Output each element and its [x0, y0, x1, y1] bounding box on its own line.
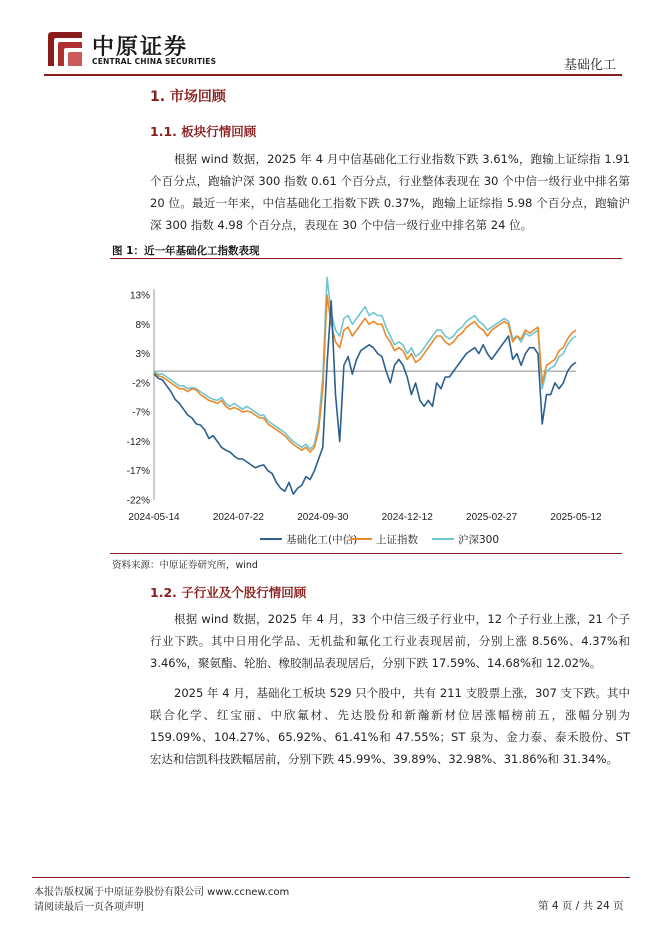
legend-label-shangzheng: 上证指数 — [376, 534, 418, 546]
x-tick-label: 2024-05-14 — [128, 512, 180, 523]
figure-1-title: 图 1：近一年基础化工指数表现 — [112, 245, 260, 257]
footer-copyright: 本报告版权属于中原证券股份有限公司 www.ccnew.com — [34, 887, 290, 898]
logo-english-text: CENTRAL CHINA SECURITIES — [92, 57, 217, 66]
section-1-2-paragraph-1: 根据 wind 数据，2025 年 4 月，33 个中信三级子行业中，12 个子行业上涨，21 个子行业下跌。其中日用化学品、无机盐和氟化工行业表现居前，分别上涨 8.56%、4.37%和 3.46%，聚氨酯、轮胎、橡胶制品表现居后，分别下跌 17.59%、14.68%和 12.02%。 — [150, 612, 630, 670]
legend-label-hushen: 沪深300 — [458, 534, 500, 546]
y-tick-label: -12% — [126, 436, 150, 448]
section-1-1-heading: 1.1. 板块行情回顾 — [150, 124, 257, 139]
section-1-heading: 1. 市场回顾 — [150, 89, 226, 105]
y-tick-label: 3% — [135, 349, 150, 361]
logo-chinese-text: 中原证券 — [92, 34, 189, 60]
logo-mark-icon — [44, 28, 86, 70]
footer-divider — [32, 877, 630, 878]
figure-bottom-rule — [110, 553, 622, 554]
section-1-2-paragraph-2: 2025 年 4 月，基础化工板块 529 只个股中，共有 211 支股票上涨，307 支下跌。其中联合化学、红宝丽、中欣氟材、先达股份和新瀚新材位居涨幅榜前五，涨幅分别为 159.09%、104.27%、65.92%、61.41%和 47.55%；ST 泉为、金力泰、泰禾股份、ST 宏达和信凯科技跌幅居前，分别下跌 45.99%、39.89%、32.98%、31.86%和 31.34%。 — [150, 686, 630, 766]
footer-disclaimer: 请阅读最后一页各项声明 — [34, 902, 144, 913]
x-axis — [128, 512, 602, 523]
page-number: 第 4 页 / 共 24 页 — [538, 900, 624, 912]
y-tick-label: -22% — [126, 495, 150, 507]
index-performance-chart — [110, 262, 622, 550]
x-tick-label: 2025-05-12 — [550, 512, 602, 523]
y-tick-label: 13% — [129, 290, 150, 302]
x-tick-label: 2025-02-27 — [466, 512, 518, 523]
chart-series — [154, 277, 576, 494]
header-divider — [44, 74, 622, 76]
company-logo — [44, 28, 217, 72]
y-tick-label: -7% — [132, 407, 150, 419]
series-line-hushen — [154, 277, 576, 449]
y-tick-label: -17% — [126, 466, 150, 478]
series-line-jichu — [154, 301, 576, 494]
y-tick-label: 8% — [135, 319, 150, 331]
legend-label-jichu: 基础化工(中信) — [286, 534, 358, 546]
section-1-2-heading: 1.2. 子行业及个股行情回顾 — [150, 585, 307, 600]
section-1-1-paragraph: 根据 wind 数据，2025 年 4 月中信基础化工行业指数下跌 3.61%，跑输上证综指 1.91 个百分点，跑输沪深 300 指数 0.61 个百分点，行业整体表现在 30 个中信一级行业中排名第 20 位。最近一年来，中信基础化工指数下跌 0.37%，跑输上证综指 5.98 个百分点，跑输沪深 300 指数 4.98 个百分点，表现在 30 个中信一级行业中排名第 24 位。 — [150, 152, 630, 232]
figure-top-rule — [110, 258, 622, 259]
x-tick-label: 2024-07-22 — [212, 512, 264, 523]
y-tick-label: -2% — [132, 378, 150, 390]
x-tick-label: 2024-12-12 — [381, 512, 433, 523]
series-line-shangzheng — [154, 295, 576, 452]
figure-1-source: 资料来源：中原证券研究所，wind — [112, 560, 258, 571]
header-section-name: 基础化工 — [563, 58, 616, 73]
chart-legend — [260, 533, 499, 546]
x-tick-label: 2024-09-30 — [297, 512, 349, 523]
